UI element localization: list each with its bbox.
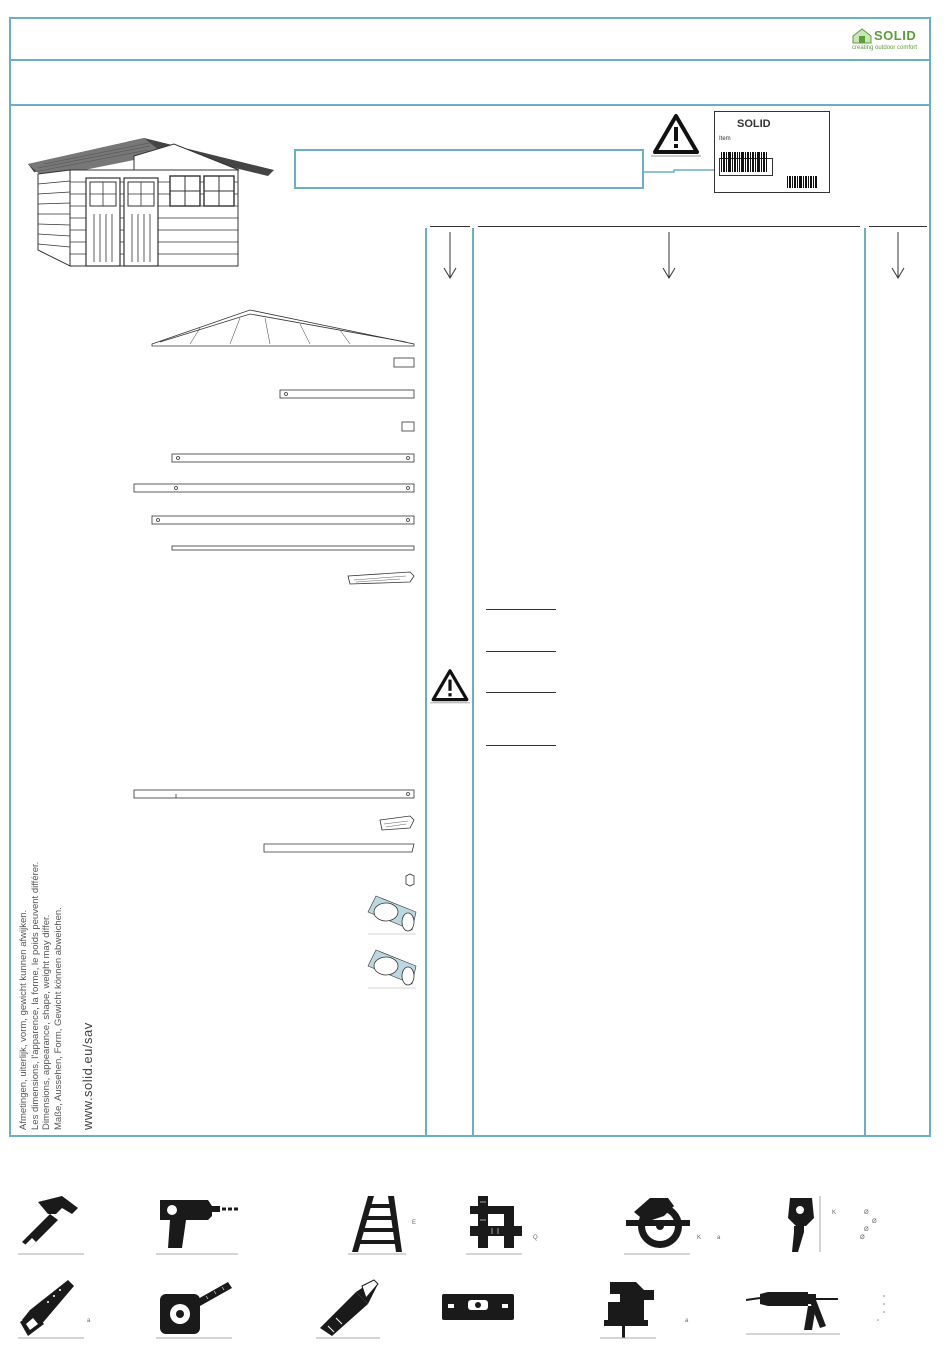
hand-saw-icon [18, 1276, 91, 1340]
arrow-down-icon [888, 232, 908, 282]
disclaimer-line-en: Dimensions, appearance, shape, weight may differ. [41, 914, 52, 1130]
warning-icon [430, 666, 470, 706]
header-divider [9, 59, 931, 61]
house-logo-icon [852, 28, 872, 44]
warning-icon [651, 112, 701, 158]
ladder-icon [348, 1192, 408, 1256]
label-item: Item [719, 136, 731, 142]
dot-markers [876, 1294, 890, 1324]
barcode-small-icon [787, 176, 817, 188]
circular-saw-icon [624, 1192, 694, 1256]
subheader-divider [9, 104, 931, 106]
diameter-mark: Ø [864, 1227, 869, 1233]
entry-underline [486, 651, 556, 652]
article-number-box [294, 149, 644, 189]
logo-wordmark: SOLID [874, 28, 917, 43]
label-logo: SOLID [737, 118, 771, 130]
tool-note: Q [533, 1235, 538, 1241]
entry-underline [486, 609, 556, 610]
drill-icon [156, 1192, 242, 1256]
shed-illustration [24, 134, 276, 270]
logo-tagline: creating outdoor comfort [852, 45, 918, 51]
disclaimer-line-fr: Les dimensions, l'apparence, la forme, le poids peuvent différer. [29, 861, 41, 1130]
entry-underline [486, 692, 556, 693]
roofing-felt-roll-icon [368, 896, 416, 934]
diameter-mark: Ø [872, 1219, 877, 1225]
disclaimer-line-de: Maße, Aussehen, Form, Gewicht können abweichen. [52, 907, 64, 1130]
tool-note: a [717, 1235, 721, 1241]
column-divider-2 [472, 228, 474, 1137]
diameter-mark: Ø [860, 1235, 865, 1241]
column-header-line-3 [869, 226, 927, 227]
tool-note: E [412, 1220, 417, 1226]
column-divider-3 [864, 228, 866, 1137]
brand-logo [852, 28, 926, 54]
caulking-gun-icon [746, 1282, 842, 1338]
disclaimer-text [18, 862, 64, 1130]
barcode-icon [721, 152, 771, 172]
product-label-sticker [714, 111, 830, 193]
diameter-mark: Ø [864, 1210, 869, 1216]
arrow-down-icon [659, 232, 679, 282]
hammer-icon [18, 1192, 88, 1256]
disclaimer-line-nl: Afmetingen, uiterlijk, vorm, gewicht kunnen afwijken. [18, 909, 29, 1130]
tape-measure-icon [156, 1276, 236, 1340]
entry-underline [486, 745, 556, 746]
spirit-level-icon [438, 1288, 518, 1328]
hole-saw-icon [776, 1192, 826, 1256]
tool-note: a [685, 1318, 689, 1324]
parts-list-drawings [130, 300, 426, 1000]
tool-note: K [697, 1235, 702, 1241]
arrow-down-icon [440, 232, 460, 282]
utility-knife-icon [316, 1276, 382, 1340]
column-header-line-1 [430, 226, 470, 227]
column-header-line-2 [478, 226, 860, 227]
jigsaw-icon [600, 1276, 660, 1340]
support-url: www.solid.eu/sav [80, 1022, 95, 1130]
tool-note: K [832, 1210, 837, 1216]
tool-note: a [87, 1318, 91, 1324]
square-ruler-icon [466, 1192, 526, 1256]
roofing-felt-roll-icon [368, 950, 416, 988]
